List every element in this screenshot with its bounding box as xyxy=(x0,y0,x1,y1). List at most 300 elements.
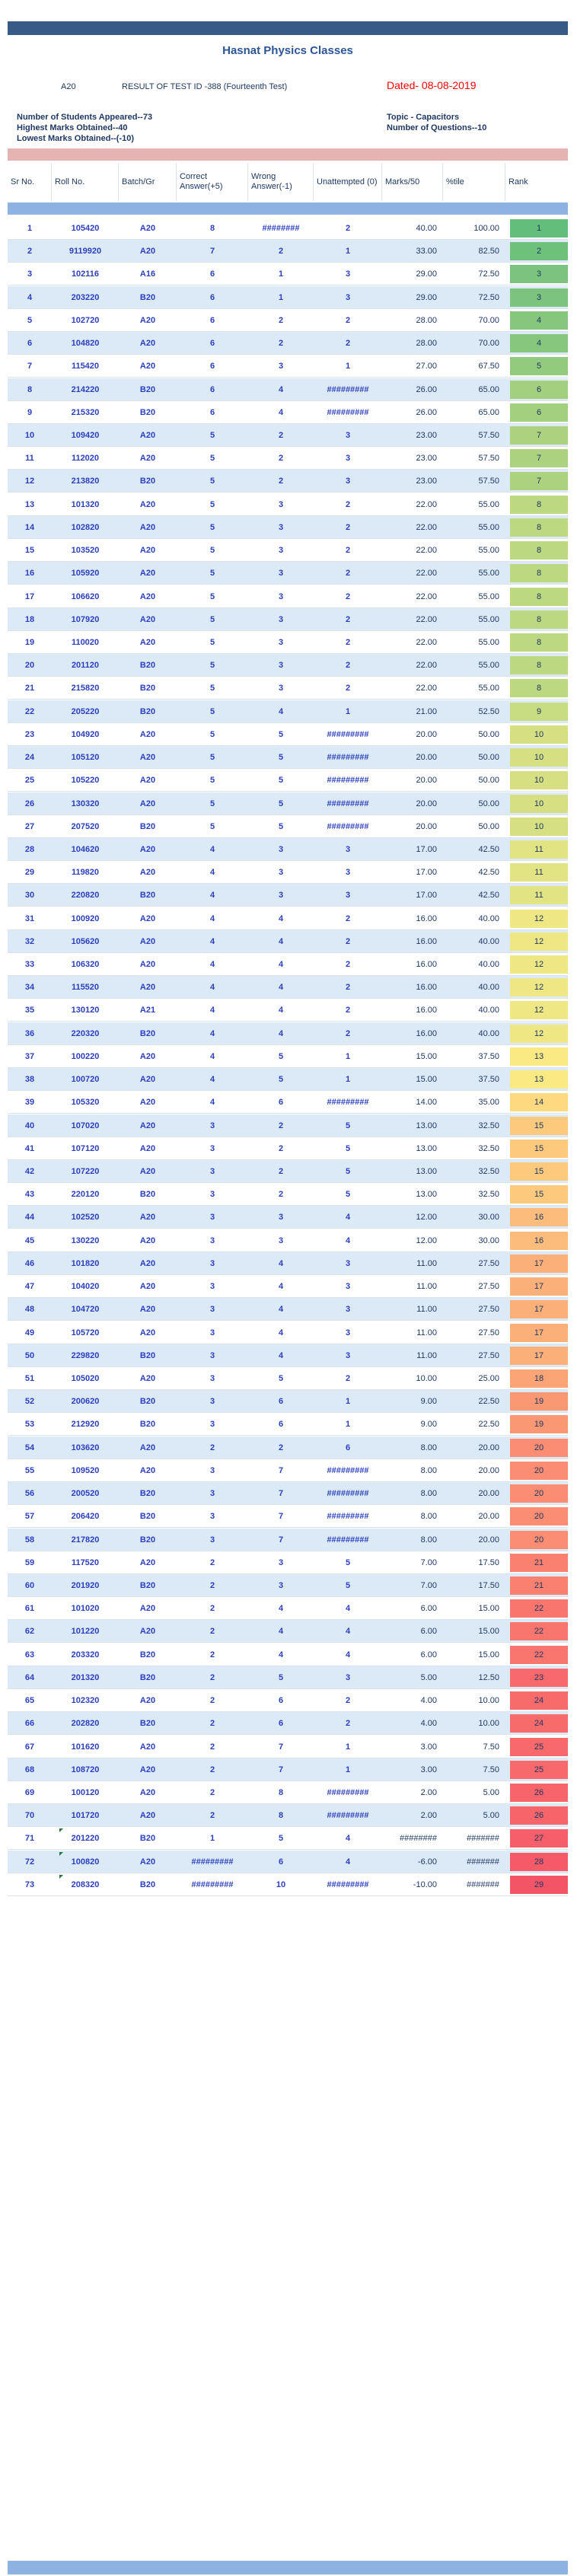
cell-roll: 109520 xyxy=(71,1465,100,1475)
cell-rank: 7 xyxy=(510,426,568,445)
cell-unattempted: 3 xyxy=(345,1672,351,1682)
cell-unattempted: 2 xyxy=(345,224,351,233)
cell-marks: 6.00 xyxy=(420,1650,437,1659)
cell-marks: 20.00 xyxy=(416,821,437,831)
cell-marks: 8.00 xyxy=(420,1465,437,1475)
cell-sr: 14 xyxy=(24,522,35,532)
cell-sr: 41 xyxy=(24,1143,35,1153)
table-row xyxy=(8,1367,568,1390)
cell-unattempted: 1 xyxy=(345,1397,351,1407)
cell-correct: 3 xyxy=(209,1121,215,1130)
cell-percentile: 42.50 xyxy=(478,844,499,854)
cell-sr: 34 xyxy=(24,983,35,993)
cell-rank: 26 xyxy=(510,1806,568,1825)
cell-wrong: 1 xyxy=(278,269,284,279)
cell-rank: 24 xyxy=(510,1691,568,1710)
cell-wrong: 4 xyxy=(278,960,284,970)
cell-sr: 11 xyxy=(25,454,34,464)
cell-roll: 101620 xyxy=(71,1742,100,1752)
cell-wrong: 7 xyxy=(278,1765,284,1774)
cell-batch: A20 xyxy=(139,936,156,946)
cell-wrong: 5 xyxy=(278,799,284,808)
cell-wrong: 6 xyxy=(278,1098,284,1108)
topic-label: Topic - Capacitors xyxy=(387,113,460,122)
cell-roll: 107920 xyxy=(71,614,100,624)
cell-sr: 62 xyxy=(24,1627,35,1637)
cell-unattempted: ######### xyxy=(327,1535,369,1545)
cell-marks: 15.00 xyxy=(416,1051,437,1061)
cell-rank: 13 xyxy=(510,1047,568,1066)
cell-percentile: 20.00 xyxy=(478,1489,499,1499)
cell-rank: 12 xyxy=(510,978,568,996)
cell-batch: B20 xyxy=(139,1672,156,1682)
cell-batch: A20 xyxy=(139,1627,156,1637)
table-row xyxy=(8,1275,568,1298)
cell-rank: 12 xyxy=(510,1001,568,1019)
cell-correct: 5 xyxy=(209,684,215,693)
cell-rank: 1 xyxy=(510,219,568,238)
cell-correct: 6 xyxy=(209,292,215,302)
cell-marks: 26.00 xyxy=(416,384,437,394)
cell-percentile: 50.00 xyxy=(478,753,499,763)
cell-marks: 2.00 xyxy=(420,1787,437,1797)
cell-unattempted: ######### xyxy=(327,1465,369,1475)
table-row xyxy=(8,1712,568,1735)
cell-sr: 23 xyxy=(24,729,35,739)
cell-percentile: 82.50 xyxy=(478,247,499,257)
cell-correct: 4 xyxy=(209,960,215,970)
cell-unattempted: 3 xyxy=(345,1305,351,1315)
cell-wrong: 6 xyxy=(278,1420,284,1430)
cell-correct: 6 xyxy=(209,362,215,371)
table-row xyxy=(8,1529,568,1551)
cell-rank: 10 xyxy=(510,748,568,767)
cell-batch: A20 xyxy=(139,1075,156,1085)
cell-sr: 56 xyxy=(24,1489,35,1499)
cell-batch: A20 xyxy=(139,776,156,786)
cell-batch: A20 xyxy=(139,1443,156,1452)
cell-wrong: 5 xyxy=(278,729,284,739)
cell-unattempted: 2 xyxy=(345,983,351,993)
cell-batch: B20 xyxy=(139,891,156,901)
table-row xyxy=(8,608,568,631)
cell-roll: 105420 xyxy=(71,224,100,233)
cell-roll: 102320 xyxy=(71,1696,100,1706)
cell-roll: 201320 xyxy=(71,1672,100,1682)
cell-correct: 4 xyxy=(209,868,215,878)
cell-batch: A20 xyxy=(139,1465,156,1475)
cell-batch: A20 xyxy=(139,1374,156,1383)
cell-roll: 101720 xyxy=(71,1811,100,1821)
col-wrong: Wrong Answer(-1) xyxy=(248,163,314,201)
cell-sr: 65 xyxy=(24,1696,35,1706)
table-row xyxy=(8,1597,568,1620)
cell-sr: 33 xyxy=(24,960,35,970)
cell-sr: 51 xyxy=(24,1374,35,1383)
table-row xyxy=(8,355,568,378)
bottom-band xyxy=(8,2561,568,2574)
cell-rank: 17 xyxy=(510,1324,568,1342)
cell-rank: 5 xyxy=(510,357,568,375)
cell-correct: 2 xyxy=(209,1443,215,1452)
table-row xyxy=(8,700,568,723)
cell-percentile: 20.00 xyxy=(478,1512,499,1522)
cell-batch: A20 xyxy=(139,1143,156,1153)
table-row xyxy=(8,263,568,285)
table-row xyxy=(8,1390,568,1413)
cell-roll: 207520 xyxy=(71,821,100,831)
cell-correct: 4 xyxy=(209,1051,215,1061)
cell-rank: 6 xyxy=(510,403,568,422)
cell-correct: 5 xyxy=(209,477,215,486)
table-row xyxy=(8,1022,568,1045)
cell-sr: 15 xyxy=(24,546,35,556)
cell-percentile: 10.00 xyxy=(478,1696,499,1706)
cell-batch: A20 xyxy=(139,614,156,624)
cell-roll: 105920 xyxy=(71,569,100,579)
cell-percentile: 50.00 xyxy=(478,776,499,786)
cell-wrong: 4 xyxy=(278,913,284,923)
cell-marks: 20.00 xyxy=(416,753,437,763)
cell-correct: 4 xyxy=(209,983,215,993)
cell-wrong: 4 xyxy=(278,1328,284,1337)
cell-rank: 17 xyxy=(510,1255,568,1273)
cell-batch: B20 xyxy=(139,292,156,302)
pink-band xyxy=(8,148,568,161)
cell-wrong: 3 xyxy=(278,637,284,647)
cell-sr: 48 xyxy=(24,1305,35,1315)
cell-rank: 16 xyxy=(510,1232,568,1250)
cell-rank: 15 xyxy=(510,1117,568,1135)
cell-wrong: 2 xyxy=(278,339,284,349)
cell-rank: 27 xyxy=(510,1829,568,1848)
cell-correct: 7 xyxy=(209,247,215,257)
table-row xyxy=(8,516,568,539)
table-row xyxy=(8,1183,568,1206)
cell-wrong: 3 xyxy=(278,614,284,624)
cell-marks: 4.00 xyxy=(420,1696,437,1706)
cell-correct: 2 xyxy=(209,1787,215,1797)
cell-sr: 19 xyxy=(24,637,35,647)
cell-correct: 5 xyxy=(209,799,215,808)
cell-marks: 20.00 xyxy=(416,729,437,739)
cell-percentile: ####### xyxy=(467,1834,499,1844)
cell-percentile: 55.00 xyxy=(478,499,499,509)
col-batch: Batch/Gr xyxy=(119,163,177,201)
cell-marks: 7.00 xyxy=(420,1580,437,1590)
cell-percentile: 20.00 xyxy=(478,1465,499,1475)
cell-unattempted: 2 xyxy=(345,591,351,601)
cell-sr: 20 xyxy=(24,661,35,671)
cell-roll: 201120 xyxy=(71,661,100,671)
cell-correct: 6 xyxy=(209,339,215,349)
cell-percentile: 55.00 xyxy=(478,637,499,647)
cell-batch: A20 xyxy=(139,753,156,763)
cell-correct: 3 xyxy=(209,1350,215,1360)
cell-percentile: 55.00 xyxy=(478,661,499,671)
cell-batch: A20 xyxy=(139,1121,156,1130)
cell-wrong: 5 xyxy=(278,1051,284,1061)
cell-percentile: 50.00 xyxy=(478,821,499,831)
table-row xyxy=(8,1413,568,1436)
cell-unattempted: 2 xyxy=(345,1374,351,1383)
cell-marks: 17.00 xyxy=(416,868,437,878)
cell-roll: 101220 xyxy=(71,1627,100,1637)
cell-correct: 5 xyxy=(209,614,215,624)
cell-batch: A20 xyxy=(139,522,156,532)
cell-unattempted: 2 xyxy=(345,315,351,325)
cell-rank: 3 xyxy=(510,265,568,283)
table-row xyxy=(8,539,568,562)
cell-percentile: 15.00 xyxy=(478,1650,499,1659)
cell-unattempted: 2 xyxy=(345,913,351,923)
cell-percentile: 27.50 xyxy=(478,1350,499,1360)
cell-correct: 2 xyxy=(209,1696,215,1706)
cell-marks: 21.00 xyxy=(416,706,437,716)
cell-sr: 47 xyxy=(24,1282,35,1292)
cell-marks: 23.00 xyxy=(416,430,437,440)
cell-marks: 12.00 xyxy=(416,1213,437,1223)
cell-sr: 16 xyxy=(24,569,35,579)
cell-sr: 55 xyxy=(24,1465,35,1475)
cell-rank: 20 xyxy=(510,1462,568,1480)
cell-batch: B20 xyxy=(139,1350,156,1360)
cell-correct: 5 xyxy=(209,569,215,579)
cell-wrong: 4 xyxy=(278,936,284,946)
cell-sr: 37 xyxy=(24,1051,35,1061)
cell-unattempted: 3 xyxy=(345,1282,351,1292)
cell-marks: 7.00 xyxy=(420,1557,437,1567)
cell-marks: 12.00 xyxy=(416,1235,437,1245)
cell-rank: 12 xyxy=(510,933,568,951)
cell-sr: 64 xyxy=(24,1672,35,1682)
cell-marks: 3.00 xyxy=(420,1742,437,1752)
cell-wrong: 7 xyxy=(278,1742,284,1752)
table-row xyxy=(8,976,568,999)
cell-unattempted: ######### xyxy=(327,384,369,394)
cell-rank: 11 xyxy=(510,886,568,904)
cell-rank: 8 xyxy=(510,496,568,514)
table-row xyxy=(8,1229,568,1252)
cell-wrong: 10 xyxy=(276,1879,286,1889)
cell-roll: 106620 xyxy=(71,591,100,601)
cell-roll: 214220 xyxy=(71,384,100,394)
cell-percentile: 40.00 xyxy=(478,936,499,946)
cell-flag-icon xyxy=(59,1828,63,1832)
cell-sr: 7 xyxy=(27,362,33,371)
cell-rank: 10 xyxy=(510,725,568,744)
cell-correct: 5 xyxy=(209,706,215,716)
cell-unattempted: 6 xyxy=(345,1443,351,1452)
cell-marks: 16.00 xyxy=(416,1006,437,1015)
cell-batch: A20 xyxy=(139,1328,156,1337)
cell-sr: 70 xyxy=(24,1811,35,1821)
cell-roll: 115420 xyxy=(71,362,100,371)
cell-correct: 5 xyxy=(209,546,215,556)
cell-correct: 6 xyxy=(209,407,215,417)
cell-wrong: 4 xyxy=(278,384,284,394)
cell-unattempted: ######### xyxy=(327,1512,369,1522)
cell-batch: A20 xyxy=(139,499,156,509)
cell-rank: 17 xyxy=(510,1300,568,1318)
cell-correct: 3 xyxy=(209,1512,215,1522)
cell-sr: 30 xyxy=(24,891,35,901)
cell-correct: 2 xyxy=(209,1580,215,1590)
cell-marks: 16.00 xyxy=(416,983,437,993)
cell-correct: 3 xyxy=(209,1374,215,1383)
cell-wrong: 3 xyxy=(278,522,284,532)
cell-unattempted: 5 xyxy=(345,1557,351,1567)
cell-batch: A20 xyxy=(139,729,156,739)
cell-wrong: 7 xyxy=(278,1489,284,1499)
table-row xyxy=(8,1574,568,1597)
cell-marks: 5.00 xyxy=(420,1672,437,1682)
cell-marks: 8.00 xyxy=(420,1512,437,1522)
cell-sr: 45 xyxy=(24,1235,35,1245)
table-row xyxy=(8,493,568,516)
cell-correct: 2 xyxy=(209,1604,215,1614)
cell-unattempted: 2 xyxy=(345,1719,351,1729)
cell-correct: 1 xyxy=(209,1834,215,1844)
cell-marks: 4.00 xyxy=(420,1719,437,1729)
table-row xyxy=(8,1758,568,1781)
cell-batch: A20 xyxy=(139,1282,156,1292)
cell-unattempted: 3 xyxy=(345,1258,351,1268)
table-row xyxy=(8,861,568,884)
cell-roll: 104720 xyxy=(71,1305,100,1315)
header-band xyxy=(8,202,568,215)
cell-roll: 100120 xyxy=(71,1787,100,1797)
table-row xyxy=(8,1851,568,1873)
cell-correct: 3 xyxy=(209,1535,215,1545)
cell-batch: B20 xyxy=(139,384,156,394)
cell-wrong: 3 xyxy=(278,844,284,854)
cell-sr: 27 xyxy=(24,821,35,831)
cell-wrong: 3 xyxy=(278,546,284,556)
cell-batch: A20 xyxy=(139,1742,156,1752)
cell-roll: 104920 xyxy=(71,729,100,739)
cell-unattempted: 2 xyxy=(345,684,351,693)
table-row xyxy=(8,1321,568,1344)
cell-sr: 61 xyxy=(24,1604,35,1614)
cell-marks: 23.00 xyxy=(416,454,437,464)
cell-rank: 22 xyxy=(510,1646,568,1664)
cell-marks: ######## xyxy=(400,1834,437,1844)
col-percentile: %tile xyxy=(443,163,505,201)
cell-correct: 2 xyxy=(209,1627,215,1637)
cell-roll: 213820 xyxy=(71,477,100,486)
cell-unattempted: 4 xyxy=(345,1650,351,1659)
cell-percentile: 27.50 xyxy=(478,1258,499,1268)
cell-correct: 3 xyxy=(209,1465,215,1475)
cell-rank: 8 xyxy=(510,633,568,652)
cell-batch: B20 xyxy=(139,661,156,671)
cell-sr: 10 xyxy=(24,430,35,440)
cell-sr: 36 xyxy=(24,1028,35,1038)
cell-batch: B20 xyxy=(139,821,156,831)
cell-sr: 17 xyxy=(24,591,35,601)
cell-roll: 105020 xyxy=(71,1374,100,1383)
cell-wrong: 2 xyxy=(278,1143,284,1153)
cell-rank: 9 xyxy=(510,703,568,721)
cell-percentile: 32.50 xyxy=(478,1143,499,1153)
table-row xyxy=(8,286,568,309)
cell-roll: 102116 xyxy=(71,269,100,279)
top-band xyxy=(8,21,568,35)
cell-sr: 44 xyxy=(24,1213,35,1223)
cell-wrong: 8 xyxy=(278,1787,284,1797)
cell-correct: 3 xyxy=(209,1397,215,1407)
cell-percentile: 32.50 xyxy=(478,1167,499,1177)
cell-marks: 3.00 xyxy=(420,1765,437,1774)
cell-wrong: 7 xyxy=(278,1512,284,1522)
cell-sr: 18 xyxy=(24,614,35,624)
cell-rank: 24 xyxy=(510,1714,568,1733)
cell-unattempted: 3 xyxy=(345,844,351,854)
cell-marks: 29.00 xyxy=(416,292,437,302)
cell-unattempted: 3 xyxy=(345,477,351,486)
cell-rank: 4 xyxy=(510,311,568,330)
cell-correct: 5 xyxy=(209,637,215,647)
cell-roll: 102720 xyxy=(71,315,100,325)
cell-marks: 22.00 xyxy=(416,522,437,532)
cell-correct: 4 xyxy=(209,936,215,946)
cell-rank: 10 xyxy=(510,771,568,789)
cell-percentile: 32.50 xyxy=(478,1121,499,1130)
cell-percentile: 57.50 xyxy=(478,477,499,486)
cell-percentile: 40.00 xyxy=(478,1028,499,1038)
table-row xyxy=(8,1827,568,1850)
cell-unattempted: 1 xyxy=(345,1742,351,1752)
table-row xyxy=(8,470,568,493)
cell-marks: 22.00 xyxy=(416,637,437,647)
cell-wrong: 4 xyxy=(278,407,284,417)
cell-batch: B20 xyxy=(139,477,156,486)
cell-marks: 9.00 xyxy=(420,1397,437,1407)
cell-percentile: 20.00 xyxy=(478,1535,499,1545)
cell-roll: 104820 xyxy=(71,339,100,349)
result-title: RESULT OF TEST ID -388 (Fourteenth Test) xyxy=(122,82,288,91)
cell-marks: 22.00 xyxy=(416,661,437,671)
cell-correct: 5 xyxy=(209,499,215,509)
cell-percentile: ####### xyxy=(467,1857,499,1867)
cell-wrong: 2 xyxy=(278,430,284,440)
cell-roll: 220120 xyxy=(71,1190,100,1200)
cell-roll: 101820 xyxy=(71,1258,100,1268)
cell-wrong: 4 xyxy=(278,706,284,716)
cell-wrong: 2 xyxy=(278,315,284,325)
cell-wrong: 3 xyxy=(278,1235,284,1245)
cell-wrong: ######## xyxy=(262,224,300,233)
cell-roll: 110020 xyxy=(71,637,100,647)
cell-percentile: 40.00 xyxy=(478,960,499,970)
cell-wrong: 4 xyxy=(278,1350,284,1360)
cell-wrong: 7 xyxy=(278,1535,284,1545)
students-appeared: Number of Students Appeared--73 xyxy=(17,113,153,122)
cell-sr: 63 xyxy=(24,1650,35,1659)
cell-percentile: 37.50 xyxy=(478,1075,499,1085)
cell-marks: 22.00 xyxy=(416,614,437,624)
cell-marks: 20.00 xyxy=(416,776,437,786)
cell-unattempted: ######### xyxy=(327,799,369,808)
cell-unattempted: 2 xyxy=(345,546,351,556)
cell-wrong: 2 xyxy=(278,454,284,464)
cell-rank: 21 xyxy=(510,1554,568,1572)
table-row xyxy=(8,723,568,746)
cell-marks: 2.00 xyxy=(420,1811,437,1821)
cell-sr: 1 xyxy=(27,224,33,233)
table-row xyxy=(8,217,568,240)
